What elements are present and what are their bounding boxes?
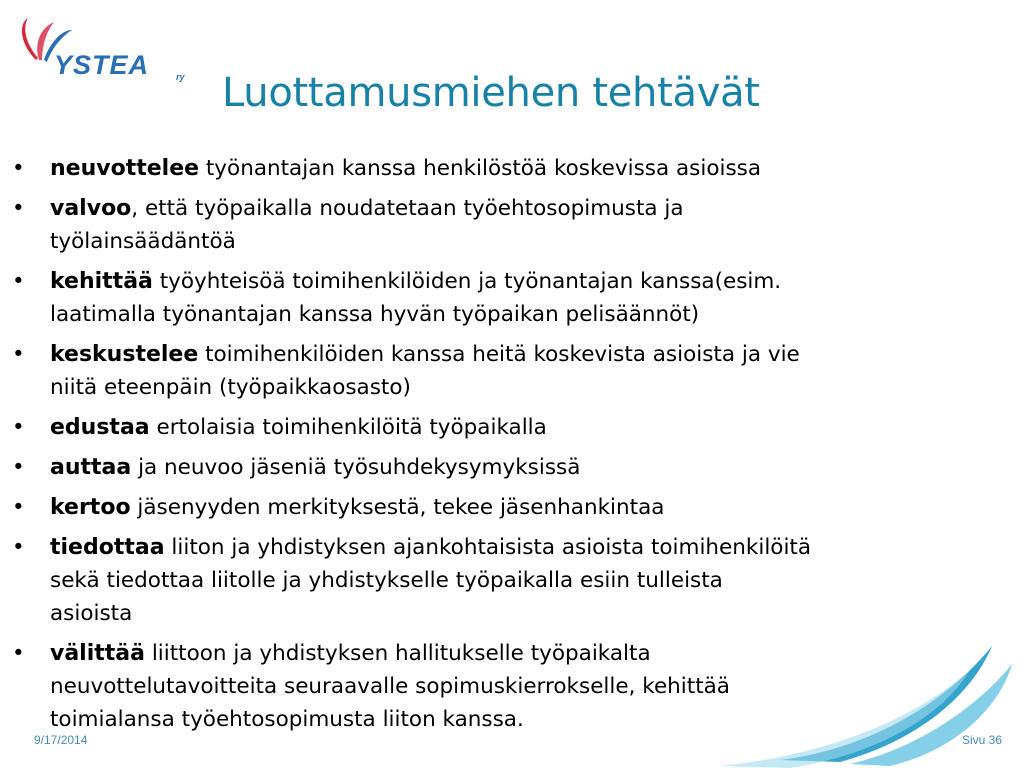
bullet-icon: • bbox=[12, 342, 25, 367]
item-text: toimialansa työehtosopimusta liiton kanssa. bbox=[50, 707, 524, 732]
item-text: jäsenyyden merkityksestä, tekee jäsenhankintaa bbox=[130, 495, 665, 520]
item-text: ja neuvoo jäseniä työsuhdekysymyksissä bbox=[131, 455, 581, 480]
list-item bbox=[0, 265, 1024, 331]
list-item bbox=[0, 451, 1024, 484]
item-keyword: kehittää bbox=[50, 269, 153, 294]
item-line bbox=[50, 597, 1024, 630]
list-item bbox=[0, 338, 1024, 404]
list-item bbox=[0, 192, 1024, 258]
item-text: liiton ja yhdistyksen ajankohtaisista asioista toimihenkilöitä bbox=[164, 535, 812, 560]
list-item bbox=[0, 531, 1024, 630]
item-text: työnantajan kanssa henkilöstöä koskevissa asioissa bbox=[199, 156, 762, 181]
ystea-logo bbox=[14, 14, 194, 84]
bullet-icon: • bbox=[12, 415, 25, 440]
item-line bbox=[50, 152, 1024, 185]
list-item bbox=[0, 637, 1024, 736]
item-line bbox=[50, 531, 1024, 564]
bullet-icon: • bbox=[12, 269, 25, 294]
item-text: työyhteisöä toimihenkilöiden ja työnantajan kanssa(esim. bbox=[152, 269, 782, 294]
item-line bbox=[50, 192, 1024, 225]
bullet-icon: • bbox=[12, 535, 25, 560]
item-text: ertolaisia toimihenkilöitä työpaikalla bbox=[149, 415, 547, 440]
item-keyword: kertoo bbox=[50, 495, 131, 520]
bullet-icon: • bbox=[12, 495, 25, 520]
item-keyword: tiedottaa bbox=[50, 535, 165, 560]
footer-date: 9/17/2014 bbox=[34, 733, 88, 747]
item-line bbox=[50, 411, 1024, 444]
item-keyword: valvoo bbox=[50, 196, 132, 221]
item-text: sekä tiedottaa liitolle ja yhdistykselle työpaikalla esiin tulleista bbox=[50, 568, 723, 593]
item-text: asioista bbox=[50, 601, 133, 626]
bullet-icon: • bbox=[12, 455, 25, 480]
item-line bbox=[50, 451, 1024, 484]
bullet-icon: • bbox=[12, 641, 25, 666]
item-text: , että työpaikalla noudatetaan työehtosopimusta ja bbox=[131, 196, 684, 221]
item-text: laatimalla työnantajan kanssa hyvän työpaikan pelisäännöt) bbox=[50, 302, 700, 327]
item-line bbox=[50, 298, 1024, 331]
item-text: toimihenkilöiden kanssa heitä koskevista asioista ja vie bbox=[198, 342, 800, 367]
list-item bbox=[0, 491, 1024, 524]
bullet-icon: • bbox=[12, 156, 25, 181]
item-text: liittoon ja yhdistyksen hallitukselle työpaikalta bbox=[145, 641, 651, 666]
item-line bbox=[50, 564, 1024, 597]
page-number: Sivu 36 bbox=[961, 733, 1002, 747]
item-keyword: välittää bbox=[50, 641, 145, 666]
logo-suffix: ry bbox=[176, 72, 185, 82]
item-line bbox=[50, 338, 1024, 371]
slide-title: Luottamusmiehen tehtävät bbox=[222, 70, 760, 116]
item-text: neuvottelutavoitteita seuraavalle sopimuskierrokselle, kehittää bbox=[50, 674, 730, 699]
bullet-icon: • bbox=[12, 196, 25, 221]
task-list bbox=[0, 152, 1024, 743]
item-line bbox=[50, 491, 1024, 524]
item-line bbox=[50, 670, 1024, 703]
item-keyword: neuvottelee bbox=[50, 156, 200, 181]
logo-text: YSTEA bbox=[54, 50, 150, 80]
list-item bbox=[0, 152, 1024, 185]
item-text: niitä eteenpäin (työpaikkaosasto) bbox=[50, 375, 411, 400]
item-text: työlainsäädäntöä bbox=[50, 229, 236, 254]
item-line bbox=[50, 225, 1024, 258]
item-keyword: edustaa bbox=[50, 415, 150, 440]
item-line bbox=[50, 637, 1024, 670]
item-keyword: auttaa bbox=[50, 455, 132, 480]
item-line bbox=[50, 703, 1024, 736]
item-line bbox=[50, 371, 1024, 404]
list-item bbox=[0, 411, 1024, 444]
item-keyword: keskustelee bbox=[50, 342, 199, 367]
item-line bbox=[50, 265, 1024, 298]
